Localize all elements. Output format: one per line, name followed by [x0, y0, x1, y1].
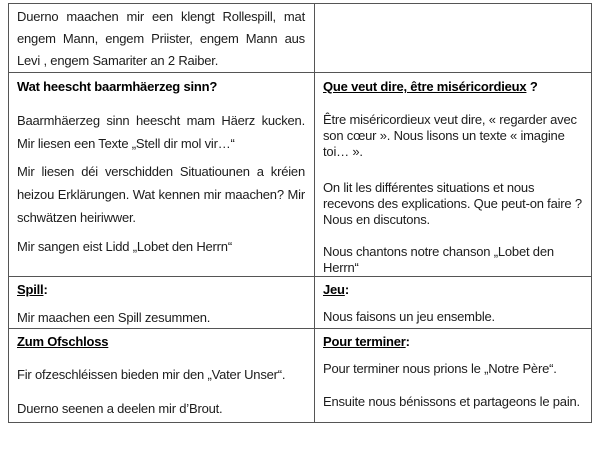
heading-text: Wat heescht baarmhäerzeg sinn? — [17, 79, 218, 94]
paragraph: Baarmhäerzeg sinn heescht mam Häerz kucken. Mir liesen een Texte „Stell dir mol vir…“ — [17, 113, 305, 151]
heading-text: Jeu — [323, 282, 345, 297]
table-row-intro — [9, 4, 592, 73]
cell-lux-game — [9, 277, 315, 329]
paragraph: Mir sangen eist Lidd „Lobet den Herrn“ — [17, 239, 232, 254]
section-heading — [17, 279, 305, 301]
paragraph: Fir ofzeschléissen bieden mir den „Vater Unser“. — [17, 367, 286, 382]
cell-lux-mercy — [9, 73, 315, 277]
paragraph: Être miséricordieux veut dire, « regarder avec son cœur ». Nous lisons un texte « imagine toi… ». — [323, 112, 577, 159]
cell-lux-closing — [9, 329, 315, 423]
paragraph: Mir maachen een Spill zesummen. — [17, 310, 211, 325]
paragraph: Nous faisons un jeu ensemble. — [323, 309, 495, 324]
section-heading — [323, 279, 582, 301]
cell-fr-intro-empty — [315, 4, 592, 73]
section-heading — [17, 331, 305, 353]
cell-fr-closing — [315, 329, 592, 423]
table-row-game — [9, 277, 592, 329]
heading-suffix: : — [344, 282, 349, 297]
table-row-closing — [9, 329, 592, 423]
heading-suffix: : — [43, 282, 48, 297]
heading-text: Pour terminer — [323, 334, 406, 349]
cell-fr-game — [315, 277, 592, 329]
heading-text: Spill — [17, 282, 44, 297]
paragraph: Duerno seenen a deelen mir d’Brout. — [17, 401, 223, 416]
cell-lux-intro — [9, 4, 315, 73]
paragraph: Mir liesen déi verschidden Situatiounen a kréien heizou Erklärungen. Wat kennen mir maachen? Mir schwätzen heiriwwer. — [17, 164, 305, 225]
paragraph: On lit les différentes situations et nous recevons des explications. Que peut-on faire ? Nous en discutons. — [323, 180, 582, 227]
section-heading — [323, 75, 582, 98]
heading-text: Zum Ofschloss — [17, 334, 109, 349]
lesson-plan-table — [8, 3, 592, 423]
paragraph: Nous chantons notre chanson „Lobet den Herrn“ — [323, 244, 554, 275]
table-row-mercy — [9, 73, 592, 277]
paragraph: Pour terminer nous prions le „Notre Père“. — [323, 361, 557, 376]
paragraph: Ensuite nous bénissons et partageons le pain. — [323, 394, 580, 409]
cell-fr-mercy — [315, 73, 592, 277]
section-heading — [323, 331, 582, 353]
section-heading — [17, 75, 305, 98]
heading-suffix: ? — [526, 79, 538, 94]
heading-text: Que veut dire, être miséricordieux — [323, 79, 527, 94]
heading-suffix: : — [405, 334, 410, 349]
paragraph: Duerno maachen mir een klengt Rollespill, mat engem Mann, engem Priister, engem Mann aus Levi , engem Samariter an 2 Raiber. — [17, 9, 305, 68]
